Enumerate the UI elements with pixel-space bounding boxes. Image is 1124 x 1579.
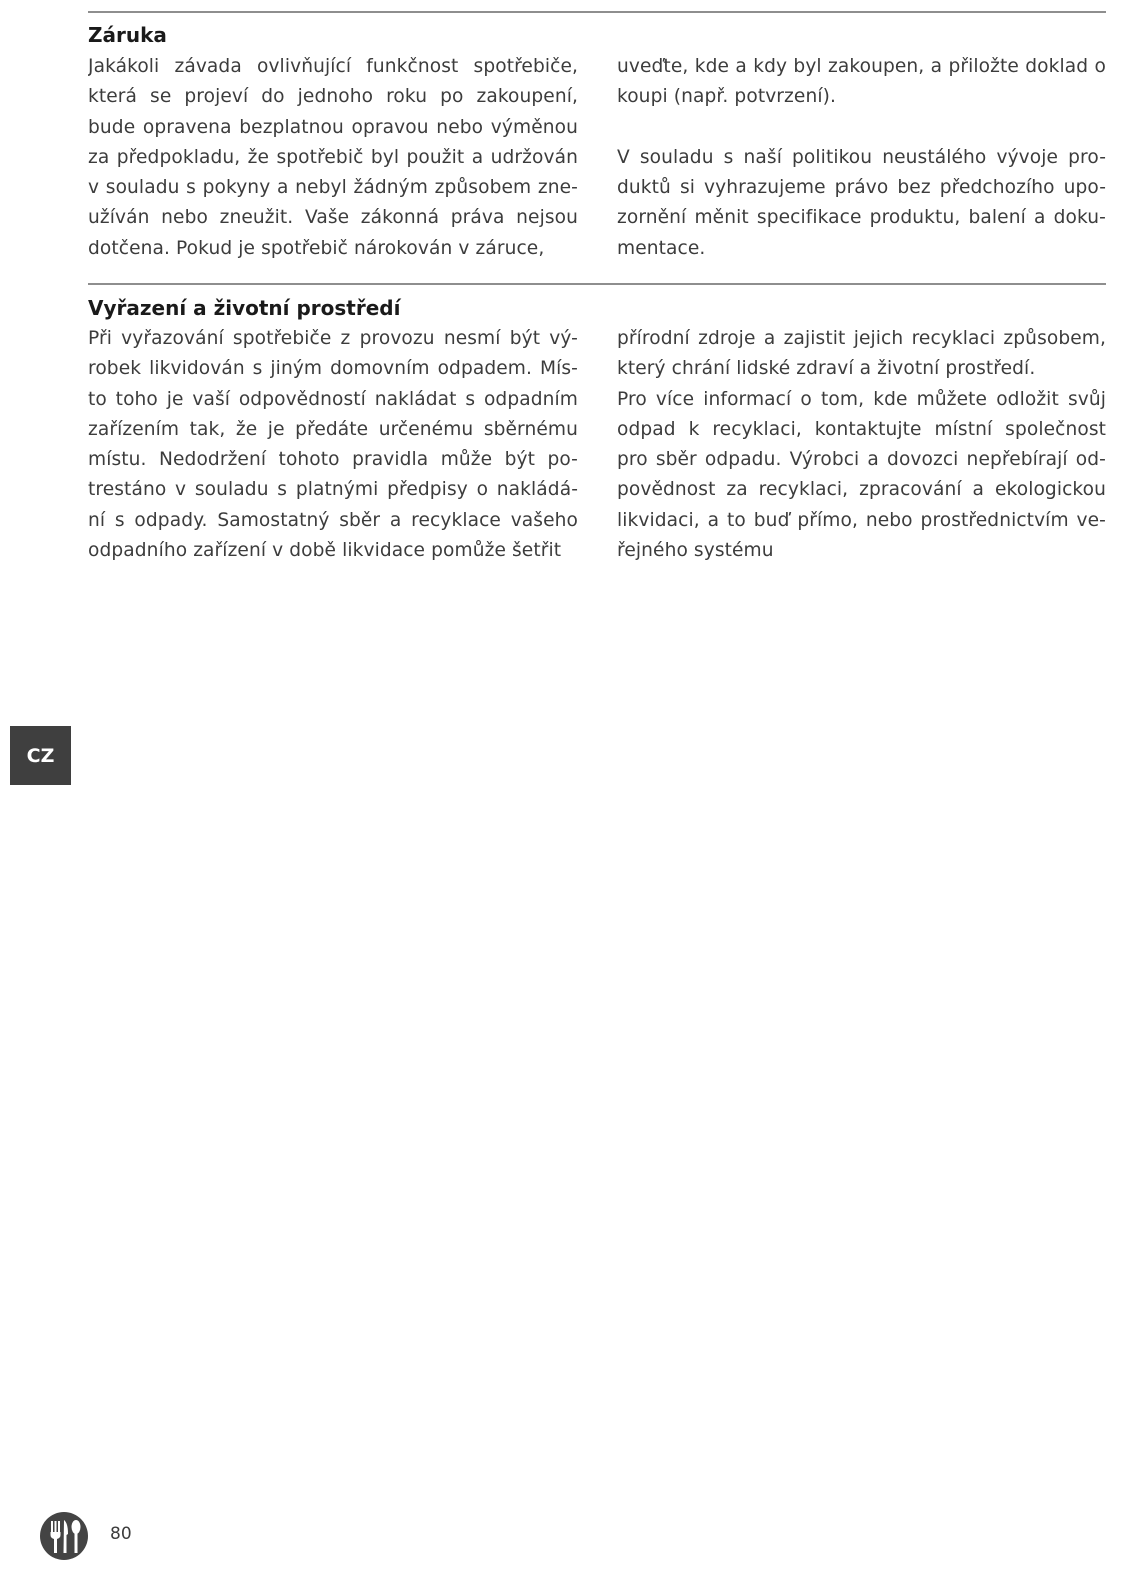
text-line: dotčena. Pokud je spotřebič nárokován v záruce, <box>88 237 545 259</box>
text-line: za předpokladu, že spotřebič byl použit a udržován <box>88 146 578 168</box>
text-line <box>617 113 1106 143</box>
text-line: odpadního zařízení v době likvidace pomůže šetřit <box>88 540 562 562</box>
text-line: který chrání lidské zdraví a životní prostředí. <box>617 358 1036 380</box>
text-line: Jakákoli závada ovlivňující funkčnost spotřebiče, <box>88 56 578 77</box>
warranty-left-column <box>88 52 578 264</box>
text-line: povědnost za recyklaci, zpracování a ekologickou <box>617 479 1106 501</box>
text-line: uveďte, kde a kdy byl zakoupen, a přiložte doklad o <box>617 56 1106 77</box>
text-line: zařízením tak, že je předáte určenému sběrnému <box>88 418 578 440</box>
text-line: Při vyřazování spotřebiče z provozu nesmí být vý- <box>88 328 578 349</box>
cutlery-icon <box>40 1512 88 1560</box>
text-line: ní s odpady. Samostatný sběr a recyklace vašeho <box>88 509 578 531</box>
page-number: 80 <box>110 1524 132 1544</box>
text-line: to toho je vaší odpovědností nakládat s odpadním <box>88 388 578 410</box>
disposal-right-column <box>617 324 1106 566</box>
text-line: která se projeví do jednoho roku po zakoupení, <box>88 86 578 108</box>
text-line: přírodní zdroje a zajistit jejich recyklaci způsobem, <box>617 328 1106 349</box>
text-line: trestáno v souladu s platnými předpisy o nakládá- <box>88 479 578 501</box>
text-line: užíván nebo zneužit. Vaše zákonná práva nejsou <box>88 207 578 229</box>
text-line: bude opravena bezplatnou opravou nebo výměnou <box>88 116 578 138</box>
text-line: robek likvidován s jiným domovním odpadem. Mís- <box>88 358 578 380</box>
text-line: řejného systému <box>617 540 774 562</box>
text-line: likvidaci, a to buď přímo, nebo prostřednictvím ve- <box>617 509 1106 531</box>
text-line: duktů si vyhrazujeme právo bez předchozího upo- <box>617 177 1106 199</box>
text-line: Pro více informací o tom, kde můžete odložit svůj <box>617 388 1106 410</box>
text-line: pro sběr odpadu. Výrobci a dovozci nepřebírají od- <box>617 449 1106 471</box>
language-tab: CZ <box>10 726 71 785</box>
text-line: V souladu s naší politikou neustálého vývoje pro- <box>617 146 1106 168</box>
text-line: odpad k recyklaci, kontaktujte místní společnost <box>617 418 1106 440</box>
text-line: v souladu s pokyny a nebyl žádným způsobem zne- <box>88 177 578 199</box>
text-line: zornění měnit specifikace produktu, balení a doku- <box>617 207 1106 229</box>
disposal-left-column <box>88 324 578 566</box>
section-divider <box>88 283 1106 285</box>
warranty-heading: Záruka <box>88 23 167 47</box>
text-line: místu. Nedodržení tohoto pravidla může být po- <box>88 449 578 471</box>
disposal-heading: Vyřazení a životní prostředí <box>88 296 401 320</box>
text-line: koupi (např. potvrzení). <box>617 86 836 108</box>
warranty-right-column <box>617 52 1106 264</box>
text-line: mentace. <box>617 237 706 259</box>
top-divider <box>88 11 1106 13</box>
